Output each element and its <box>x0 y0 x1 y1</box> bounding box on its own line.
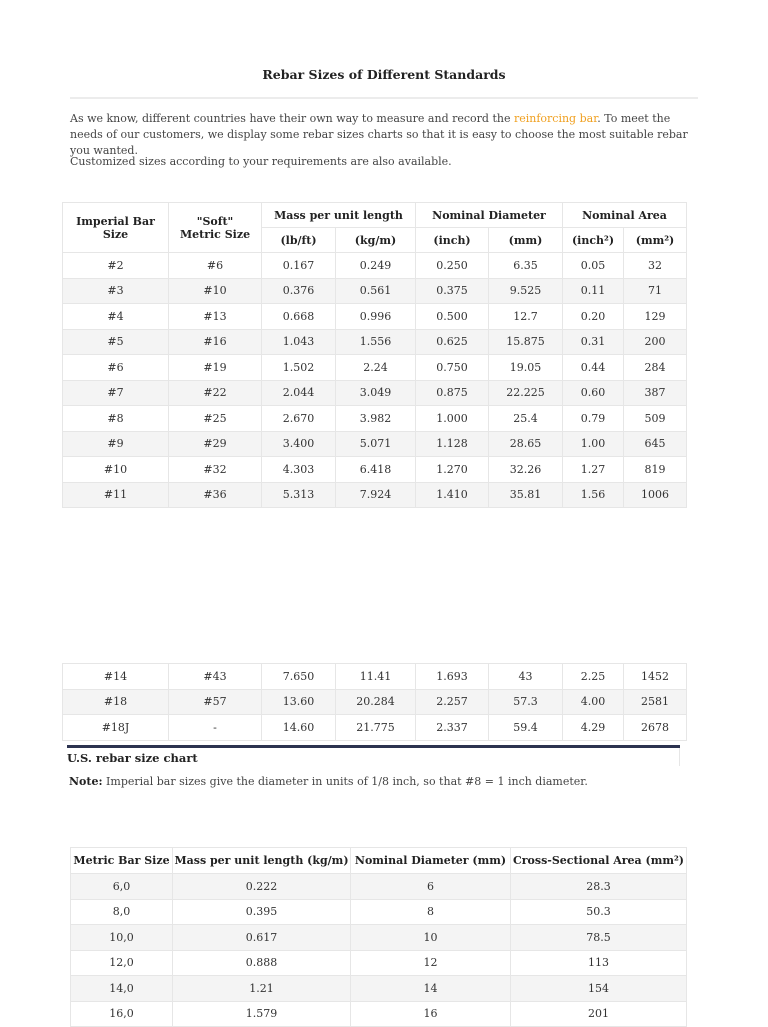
table-cell: 59.4 <box>489 715 563 741</box>
table-cell: 12.7 <box>489 304 563 330</box>
table-cell: #16 <box>169 329 262 355</box>
table-cell: 2.670 <box>262 406 336 432</box>
table-cell: 0.395 <box>173 899 351 925</box>
table-cell: #32 <box>169 457 262 483</box>
us-rebar-table <box>62 202 687 508</box>
table-cell: 4.303 <box>262 457 336 483</box>
table-cell: 0.888 <box>173 950 351 976</box>
table-cell: 0.376 <box>262 278 336 304</box>
us-rebar-table-continued <box>62 663 687 741</box>
table-cell: 2.25 <box>563 664 624 690</box>
table-row <box>63 457 687 483</box>
table-row <box>71 1001 687 1027</box>
page-title: Rebar Sizes of Different Standards <box>262 67 506 82</box>
table-cell: 5.071 <box>336 431 416 457</box>
intro-paragraph <box>70 111 700 159</box>
table-cell: #8 <box>63 406 169 432</box>
table-cell: 1.128 <box>416 431 489 457</box>
table-row <box>63 355 687 381</box>
table-cell: 5.313 <box>262 482 336 508</box>
caption-side-border <box>679 748 680 766</box>
imperial-note <box>69 775 588 788</box>
custom-sizes-paragraph: Customized sizes according to your requirements are also available. <box>70 155 452 168</box>
table-cell: 1006 <box>624 482 687 508</box>
table-cell: 0.375 <box>416 278 489 304</box>
table-cell: 32.26 <box>489 457 563 483</box>
table-cell: #57 <box>169 689 262 715</box>
table-cell: #10 <box>63 457 169 483</box>
table-cell: 1.693 <box>416 664 489 690</box>
us-chart-caption: U.S. rebar size chart <box>67 751 198 765</box>
header-kg-m: (kg/m) <box>336 228 416 253</box>
table-cell: 0.250 <box>416 253 489 279</box>
table-cell: 2678 <box>624 715 687 741</box>
table-cell: 10,0 <box>71 925 173 951</box>
table-cell: 14.60 <box>262 715 336 741</box>
header-nominal-diameter-mm: Nominal Diameter (mm) <box>351 848 511 874</box>
table-cell: 12,0 <box>71 950 173 976</box>
table-cell: 0.167 <box>262 253 336 279</box>
table-cell: 1.556 <box>336 329 416 355</box>
table-cell: #43 <box>169 664 262 690</box>
table-cell: 0.31 <box>563 329 624 355</box>
table-cell: 14,0 <box>71 976 173 1002</box>
table-row <box>63 380 687 406</box>
table-cell: 0.222 <box>173 874 351 900</box>
table-row <box>71 925 687 951</box>
table-cell: 0.561 <box>336 278 416 304</box>
table-cell: 0.44 <box>563 355 624 381</box>
table-cell: 21.775 <box>336 715 416 741</box>
table-cell: 0.05 <box>563 253 624 279</box>
header-inch2: (inch²) <box>563 228 624 253</box>
table-cell: 154 <box>511 976 687 1002</box>
table-cell: 12 <box>351 950 511 976</box>
table-cell: 819 <box>624 457 687 483</box>
table-row <box>63 329 687 355</box>
table-cell: 645 <box>624 431 687 457</box>
table-cell: #36 <box>169 482 262 508</box>
table-cell: 0.500 <box>416 304 489 330</box>
table-cell: #25 <box>169 406 262 432</box>
header-cross-sectional-area: Cross-Sectional Area (mm²) <box>511 848 687 874</box>
intro-text-start: As we know, different countries have their own way to measure and record the <box>70 112 514 125</box>
table-row <box>71 950 687 976</box>
table-cell: 1.270 <box>416 457 489 483</box>
table-cell: #7 <box>63 380 169 406</box>
table-row <box>63 715 687 741</box>
table-cell: 15.875 <box>489 329 563 355</box>
table-cell: #18 <box>63 689 169 715</box>
table-cell: 3.400 <box>262 431 336 457</box>
table-cell: #18J <box>63 715 169 741</box>
header-inch: (inch) <box>416 228 489 253</box>
header-lb-ft: (lb/ft) <box>262 228 336 253</box>
table-cell: 6.418 <box>336 457 416 483</box>
table-cell: 4.00 <box>563 689 624 715</box>
table-cell: 1.502 <box>262 355 336 381</box>
table-cell: 2581 <box>624 689 687 715</box>
table-cell: 0.60 <box>563 380 624 406</box>
table-row <box>63 278 687 304</box>
header-mass-per-unit-length: Mass per unit length <box>262 203 416 228</box>
table-cell: 1.579 <box>173 1001 351 1027</box>
table-cell: 6 <box>351 874 511 900</box>
table-cell: - <box>169 715 262 741</box>
table-cell: 0.20 <box>563 304 624 330</box>
table-cell: 0.617 <box>173 925 351 951</box>
table-cell: 2.24 <box>336 355 416 381</box>
note-label: Note: <box>69 775 103 788</box>
table-cell: 201 <box>511 1001 687 1027</box>
table-cell: 0.996 <box>336 304 416 330</box>
table-cell: 9.525 <box>489 278 563 304</box>
table-cell: 0.79 <box>563 406 624 432</box>
table-cell: 7.650 <box>262 664 336 690</box>
table-cell: 16 <box>351 1001 511 1027</box>
table-row <box>63 482 687 508</box>
table-cell: 16,0 <box>71 1001 173 1027</box>
header-soft-metric-size: "Soft" Metric Size <box>169 203 262 253</box>
table-cell: 3.049 <box>336 380 416 406</box>
table-cell: 6.35 <box>489 253 563 279</box>
table-cell: 8,0 <box>71 899 173 925</box>
table-cell: 3.982 <box>336 406 416 432</box>
table-cell: 1.27 <box>563 457 624 483</box>
table-row <box>71 874 687 900</box>
header-nominal-diameter: Nominal Diameter <box>416 203 563 228</box>
table-cell: #22 <box>169 380 262 406</box>
table-row <box>63 253 687 279</box>
table-cell: 22.225 <box>489 380 563 406</box>
table-cell: #13 <box>169 304 262 330</box>
table-cell: 113 <box>511 950 687 976</box>
table-cell: #3 <box>63 278 169 304</box>
table-row <box>63 406 687 432</box>
table-cell: 2.337 <box>416 715 489 741</box>
table-row <box>71 899 687 925</box>
table-cell: 1452 <box>624 664 687 690</box>
table-cell: 0.249 <box>336 253 416 279</box>
table-cell: 28.3 <box>511 874 687 900</box>
table-cell: 43 <box>489 664 563 690</box>
header-nominal-area: Nominal Area <box>563 203 687 228</box>
table-cell: 6,0 <box>71 874 173 900</box>
table-cell: 0.875 <box>416 380 489 406</box>
table-cell: 14 <box>351 976 511 1002</box>
table-cell: 200 <box>624 329 687 355</box>
table-cell: 1.21 <box>173 976 351 1002</box>
header-imperial-bar-size: Imperial Bar Size <box>63 203 169 253</box>
table-row <box>71 976 687 1002</box>
table-cell: 7.924 <box>336 482 416 508</box>
table-cell: 35.81 <box>489 482 563 508</box>
table-cell: 1.000 <box>416 406 489 432</box>
table-cell: 1.00 <box>563 431 624 457</box>
table-cell: 8 <box>351 899 511 925</box>
table-cell: 4.29 <box>563 715 624 741</box>
table-cell: 32 <box>624 253 687 279</box>
table-cell: #10 <box>169 278 262 304</box>
table-cell: 20.284 <box>336 689 416 715</box>
table-cell: #6 <box>63 355 169 381</box>
table-cell: #6 <box>169 253 262 279</box>
intro-text-end: . To meet the needs of our customers, we display some rebar sizes charts so that it is easy to choose the most suitable rebar you wanted. <box>70 112 688 157</box>
table-cell: 19.05 <box>489 355 563 381</box>
header-mm: (mm) <box>489 228 563 253</box>
table-cell: 387 <box>624 380 687 406</box>
table-row <box>63 431 687 457</box>
caption-rule <box>67 745 680 748</box>
table-cell: #5 <box>63 329 169 355</box>
table-cell: 129 <box>624 304 687 330</box>
table-cell: 13.60 <box>262 689 336 715</box>
table-cell: #11 <box>63 482 169 508</box>
note-text: Imperial bar sizes give the diameter in units of 1/8 inch, so that #8 = 1 inch diameter. <box>102 775 588 788</box>
table-cell: 0.668 <box>262 304 336 330</box>
table-cell: 0.625 <box>416 329 489 355</box>
table-cell: 28.65 <box>489 431 563 457</box>
title-divider <box>70 97 698 99</box>
table-cell: 50.3 <box>511 899 687 925</box>
header-metric-bar-size: Metric Bar Size <box>71 848 173 874</box>
table-cell: 0.750 <box>416 355 489 381</box>
table-cell: 71 <box>624 278 687 304</box>
table-cell: #2 <box>63 253 169 279</box>
table-row <box>63 689 687 715</box>
table-cell: 0.11 <box>563 278 624 304</box>
table-cell: 10 <box>351 925 511 951</box>
table-cell: 1.410 <box>416 482 489 508</box>
table-cell: #29 <box>169 431 262 457</box>
table-cell: #9 <box>63 431 169 457</box>
table-cell: #19 <box>169 355 262 381</box>
table-cell: 2.257 <box>416 689 489 715</box>
table-cell: 25.4 <box>489 406 563 432</box>
table-cell: 78.5 <box>511 925 687 951</box>
table-cell: 1.56 <box>563 482 624 508</box>
reinforcing-bar-link[interactable]: reinforcing bar <box>513 112 598 125</box>
table-row <box>63 304 687 330</box>
table-cell: #4 <box>63 304 169 330</box>
table-row <box>63 664 687 690</box>
table-cell: 1.043 <box>262 329 336 355</box>
metric-rebar-table <box>70 847 687 1027</box>
table-cell: 284 <box>624 355 687 381</box>
table-cell: 57.3 <box>489 689 563 715</box>
table-cell: 2.044 <box>262 380 336 406</box>
table-cell: 509 <box>624 406 687 432</box>
table-cell: 11.41 <box>336 664 416 690</box>
header-mm2: (mm²) <box>624 228 687 253</box>
header-mass-kg-m: Mass per unit length (kg/m) <box>173 848 351 874</box>
table-cell: #14 <box>63 664 169 690</box>
